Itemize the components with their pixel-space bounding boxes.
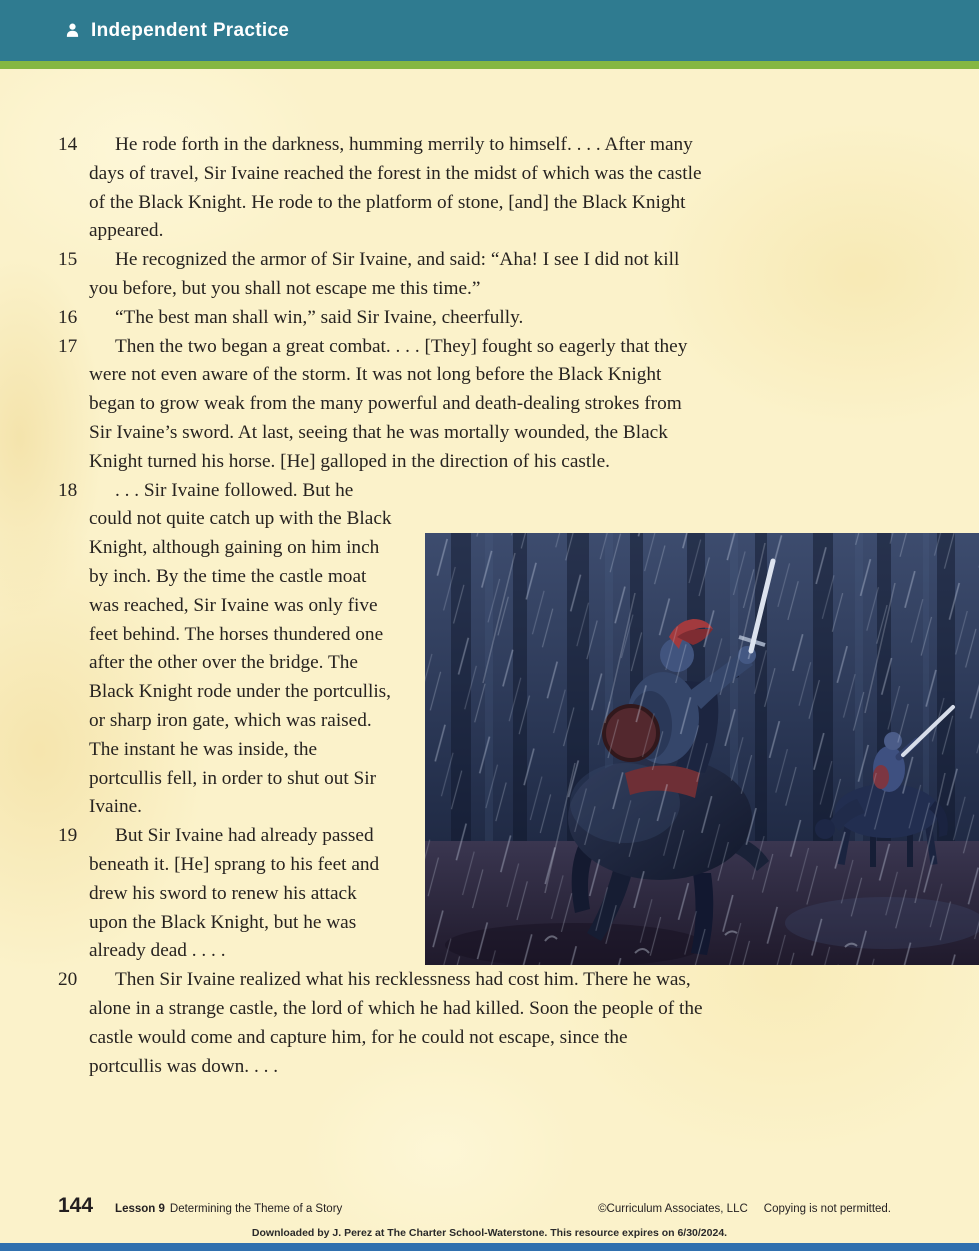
download-watermark: Downloaded by J. Perez at The Charter School-Waterstone. This resource expires on 6/30/2024. — [251, 1227, 728, 1239]
story-illustration-svg — [425, 533, 979, 965]
passage-paragraph — [58, 333, 703, 477]
passage-paragraph — [58, 246, 703, 304]
bottom-accent-bar — [0, 1243, 979, 1251]
page-footer — [58, 1194, 891, 1218]
paragraph-text: Then Sir Ivaine realized what his recklessness had cost him. There he was, alone in a strange castle, the lord of which he had killed. Soon the people of the castle would come and capture him, for he could not escape, since the portcullis was down. . . . — [89, 969, 703, 1077]
paragraph-text: But Sir Ivaine had already passed beneath it. [He] sprang to his feet and drew his sword to renew his attack upon the Black Knight, but he was already dead . . . . — [89, 825, 380, 962]
header-accent-stripe — [0, 61, 979, 69]
paragraph-number: 18 — [58, 479, 78, 501]
paragraph-number: 15 — [58, 249, 78, 271]
paragraph-text: Then the two began a great combat. . . . [They] fought so eagerly that they were not even aware of the storm. It was not long before the Black Knight began to grow weak from the many powerful and death-dealing strokes from Sir Ivaine’s sword. At last, seeing that he was mortally wounded, the Black Knight turned his horse. [He] galloped in the direction of his castle. — [89, 335, 688, 472]
paragraph-text: . . . Sir Ivaine followed. But he could not quite catch up with the Black Knight, although gaining on him inch by inch. By the time the castle moat was reached, Sir Ivaine was only five feet behind. The horses thundered one after the other over the bridge. The Black Knight rode under the portcullis, or sharp iron gate, which was raised. The instant he was inside, the portcullis fell, in order to shut out Sir Ivaine. — [89, 479, 392, 818]
paragraph-number: 17 — [58, 335, 78, 357]
paragraph-number: 20 — [58, 969, 78, 991]
permission-text: Copying is not permitted. — [763, 1203, 891, 1215]
person-icon — [64, 22, 81, 39]
passage-paragraph — [58, 131, 703, 246]
passage-paragraph — [58, 966, 703, 1081]
passage-paragraph — [58, 477, 394, 823]
lesson-label: Lesson 9 — [115, 1203, 165, 1215]
copyright-text: ©Curriculum Associates, LLC — [598, 1203, 748, 1215]
story-illustration — [425, 533, 979, 965]
paragraph-text: “The best man shall win,” said Sir Ivaine, cheerfully. — [115, 306, 524, 328]
paragraph-number: 19 — [58, 825, 78, 847]
passage-paragraph — [58, 822, 394, 966]
text-wrap-column — [58, 477, 394, 967]
paragraph-text: He recognized the armor of Sir Ivaine, and said: “Aha! I see I did not kill you before, but you shall not escape me this time.” — [89, 249, 680, 299]
header-content — [0, 0, 979, 61]
rain-overlay — [425, 533, 979, 965]
paragraph-number: 16 — [58, 306, 78, 328]
header-banner — [0, 0, 979, 61]
page-number: 144 — [58, 1194, 94, 1217]
passage-paragraph — [58, 304, 703, 333]
lesson-title: Determining the Theme of a Story — [169, 1203, 343, 1215]
paragraph-text: He rode forth in the darkness, humming merrily to himself. . . . After many days of travel, Sir Ivaine reached the forest in the midst of which was the castle of the Black Knight. He rode to the platform of stone, [and] the Black Knight appeared. — [89, 134, 702, 242]
section-title: Independent Practice — [91, 19, 290, 41]
paragraph-number: 14 — [58, 134, 78, 155]
